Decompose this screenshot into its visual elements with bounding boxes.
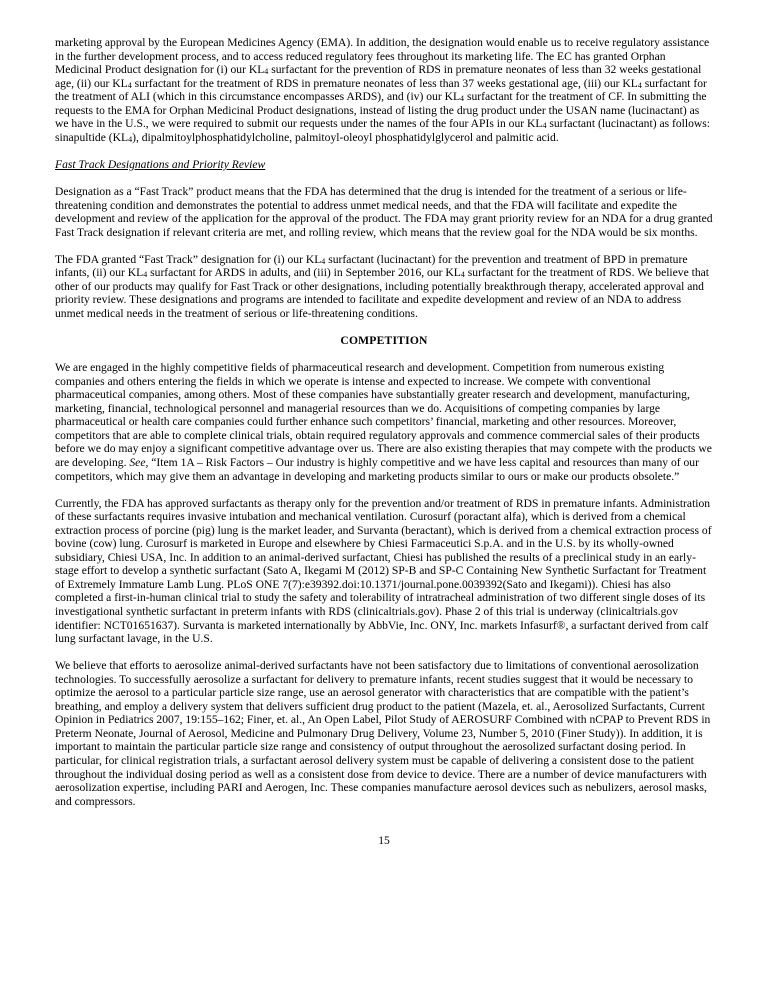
para-fast-track-definition: Designation as a “Fast Track” product means that the FDA has determined that the drug is intended for the treatment of a serious or life-threatening condition and demonstrates the potential to address unmet medical needs, and that the FDA will facilitate and expedite the development and review of the application for the approval of the product. The FDA may grant priority review for an NDA for a drug granted Fast Track designation if relevant criteria are met, and rolling review, which means that the review goal for the NDA would be six months. [55,185,713,239]
para-approved-surfactants: Currently, the FDA has approved surfactants as therapy only for the prevention and/or treatment of RDS in premature infants. Administration of these surfactants requires invasive intubation and mechanical ventilation. Curosurf (poractant alfa), which is derived from a chemical extraction process of porcine (pig) lung is the market leader, and Survanta (beractant), which is derived from a chemical extraction process of bovine (cow) lung. Curosurf is marketed in Europe and elsewhere by Chiesi Farmaceutici S.p.A. and in the U.S. by its wholly-owned subsidiary, Chiesi USA, Inc. In addition to an animal-derived surfactant, Chiesi has published the results of a preclinical study in an early-stage effort to develop a synthetic surfactant (Sato A, Ikegami M (2012) SP-B and SP-C Containing New Synthetic Surfactant for Treatment of Extremely Immature Lamb Lung. PLoS ONE 7(7):e39392.doi:10.1371/journal.pone.0039392(Sato and Ikegami)). Chiesi has also completed a first-in-human clinical trial to study the safety and tolerability of intratracheal administration of two different single doses of its investigational synthetic surfactant in preterm infants with RDS (clinicaltrials.gov). Phase 2 of this trial is underway (clinicaltrials.gov identifier: NCT01651637). Survanta is marketed internationally by AbbVie, Inc. ONY, Inc. markets Infasurf®, a surfactant derived from calf lung surfactant lavage, in the U.S. [55,496,712,646]
para-orphan-designations: marketing approval by the European Medicines Agency (EMA). In addition, the designation would enable us to receive regulatory assistance in the further development process, and to access reduced regulatory fees throughout its marketing life. The EC has granted Orphan Medicinal Product designation for (i) our $KL_4$ surfactant for the prevention of RDS in premature neonates of less than 32 weeks gestational age, (ii) our $KL_4$ surfactant for the treatment of RDS in premature neonates of less than 37 weeks gestational age, (iii) our $KL_4$ surfactant for the treatment of ALI (which in this circumstance encompasses ARDS), and (iv) our $KL_4$ surfactant for the treatment of CF. In submitting the requests to the EMA for Orphan Medicinal Product designations, instead of listing the drug product under the USAN name (lucinactant) as we have in the U.S., we were required to submit our requests under the names of the four APIs in our $KL_4$ surfactant (lucinactant) as follows: sinapultide $(KL_4)$, dipalmitoylphosphatidylcholine, palmitoyl-oleoyl phosphatidylglycerol and palmitic acid. [55,36,711,144]
para-aerosolization: We believe that efforts to aerosolize animal-derived surfactants have not been satisfactory due to limitations of conventional aerosolization technologies. To successfully aerosolize a surfactant for delivery to premature infants, recent studies suggest that it would be necessary to optimize the aerosol to a particular particle size range, use an aerosol generator with characteristics that are compatible with the patient’s breathing, and employ a delivery system that delivers sufficient drug product to the patient (Mazela, et. al., Aerosolized Surfactants, Current Opinion in Pediatrics 2007, 19:155–162; Finer, et. al., An Open Label, Pilot Study of AEROSURF Combined with nCPAP to Prevent RDS in Preterm Neonate, Journal of Aerosol, Medicine and Pulmonary Drug Delivery, Volume 23, Number 5, 2010 (Finer Study)). In addition, it is important to maintain the particular particle size range and consistency of output throughout the aerosolized surfactant dosing period. In particular, for clinical registration trials, a surfactant aerosol delivery system must be capable of delivering a consistent dose to the patient throughout the individual dosing period as well as a consistent dose from device to device. There are a number of device manufacturers with aerosolization expertise, including PARI and Aerogen, Inc. These companies manufacture aerosol devices such as nebulizers, aerosol masks, and compressors. [55,659,711,808]
document-body [55,36,713,808]
page-footer [55,834,713,848]
heading-fast-track: Fast Track Designations and Priority Review [55,157,266,171]
heading-competition: COMPETITION [340,334,428,348]
para-fast-track-grants: The FDA granted “Fast Track” designation for (i) our $KL_4$ surfactant (lucinactant) for the prevention and treatment of BPD in premature infants, (ii) our $KL_4$ surfactant for ARDS in adults, and (iii) in September 2016, our $KL_4$ surfactant for the treatment of RDS. We believe that other of our products may qualify for Fast Track or other designations, including potentially breakthrough therapy, accelerated approval and priority review. These designations and programs are intended to facilitate and expedite development and review of an NDA to address unmet medical needs in the treatment of serious or life-threatening conditions. [55,252,710,320]
para-competition-overview: We are engaged in the highly competitive fields of pharmaceutical research and development. Competition from numerous existing companies and others entering the fields in which we operate is intense and expected to increase. We compete with conventional pharmaceutical companies, among others. Most of these companies have substantially greater research and development, manufacturing, marketing, financial, technological personnel and managerial resources than we do. Acquisitions of competing companies by large pharmaceutical or health care companies could further enhance such competitors’ financial, marketing and other resources. Moreover, competitors that are able to complete clinical trials, obtain required regulatory approvals and commence commercial sales of their products before we do may enjoy a significant competitive advantage over us. There are also existing therapies that may compete with the products we are developing. See, “Item 1A – Risk Factors – Our industry is highly competitive and we have less capital and resources than many of our competitors, which may give them an advantage in developing and marketing products similar to ours or make our products obsolete.” [55,361,712,483]
page-number: 15 [378,834,390,848]
